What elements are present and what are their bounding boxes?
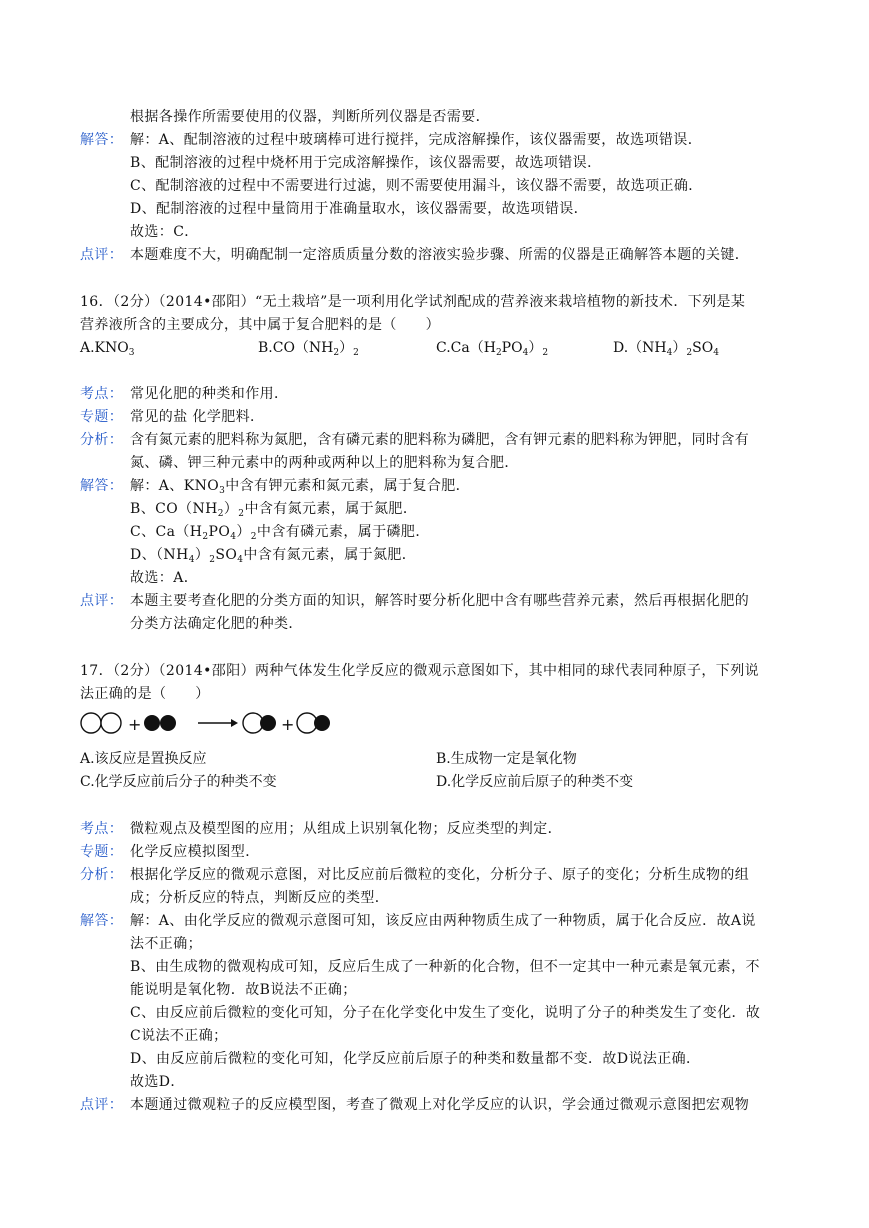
arrow-icon bbox=[198, 719, 238, 727]
q16-answer-b: B、$CO(NH_2)_2$中含有氮元素，属于氮肥． bbox=[130, 501, 418, 519]
q17-answer-line: 能说明是氧化物．故B说法不正确； bbox=[130, 982, 357, 998]
q16-answer-a: 解：A、$KNO_3$中含有钾元素和氮元素，属于复合肥． bbox=[130, 478, 471, 496]
q17-stem-line: 17．（2分）（2014•邵阳）两种气体发生化学反应的微观示意图如下，其中相同的球代表同种原子，下列说 bbox=[80, 663, 760, 679]
q17-comment-label: 点评： bbox=[80, 1097, 124, 1113]
q17-fenxi-line: 成；分析反应的特点，判断反应的类型． bbox=[130, 890, 390, 906]
q16-comment-label: 点评： bbox=[80, 593, 124, 609]
q17-zhuanti-label: 专题： bbox=[80, 844, 124, 860]
q17-answer-line: C说法不正确； bbox=[130, 1028, 228, 1044]
q17-answer-label: 解答： bbox=[80, 913, 124, 929]
prev-intro: 根据各操作所需要使用的仪器，判断所列仪器是否需要． bbox=[130, 109, 490, 125]
q16-fenxi-line: 氮、磷、钾三种元素中的两种或两种以上的肥料称为复合肥． bbox=[130, 455, 519, 471]
q16-stem-line: 16．（2分）（2014•邵阳）“无土栽培”是一项利用化学试剂配成的营养液来栽培植物的新技术．下列是某 bbox=[80, 294, 746, 310]
q16-option-b: $B.CO(NH_2)_2$ bbox=[258, 340, 359, 358]
q17-answer-line: 解：A、由化学反应的微观示意图可知，该反应由两种物质生成了一种物质，属于化合反应．故A说 bbox=[130, 913, 756, 929]
prev-answer-line: 解：A、配制溶液的过程中玻璃棒可进行搅拌，完成溶解操作，该仪器需要，故选项错误． bbox=[130, 132, 703, 148]
q17-answer-line: 故选D． bbox=[130, 1074, 185, 1090]
prev-answer-line: 故选：C． bbox=[130, 224, 199, 240]
prev-comment: 本题难度不大，明确配制一定溶质质量分数的溶液实验步骤、所需的仪器是正确解答本题的关键． bbox=[130, 247, 750, 263]
prev-answer-line: B、配制溶液的过程中烧杯用于完成溶解操作，该仪器需要，故选项错误． bbox=[130, 155, 602, 171]
q16-comment-line: 本题主要考查化肥的分类方面的知识，解答时要分析化肥中含有哪些营养元素，然后再根据化肥的 bbox=[130, 593, 750, 609]
q16-answer-end: 故选：A． bbox=[130, 570, 199, 586]
q16-answer-label: 解答： bbox=[80, 478, 124, 494]
q16-zhuanti: 常见的盐 化学肥料． bbox=[130, 409, 265, 425]
q17-fenxi-label: 分析： bbox=[80, 867, 124, 883]
q16-kaodian: 常见化肥的种类和作用． bbox=[130, 386, 289, 402]
q17-answer-line: C、由反应前后微粒的变化可知，分子在化学变化中发生了变化，说明了分子的种类发生了变化．故 bbox=[130, 1005, 761, 1021]
q17-option-b: B.生成物一定是氧化物 bbox=[436, 751, 577, 767]
q16-option-d: $D.(NH_4)_2SO_4$ bbox=[613, 340, 719, 358]
reactant-molecule-1 bbox=[81, 713, 121, 733]
reaction-diagram bbox=[80, 705, 350, 745]
q17-option-c: C.化学反应前后分子的种类不变 bbox=[80, 774, 277, 790]
prev-comment-label: 点评： bbox=[80, 247, 124, 263]
q16-answer-c: C、$Ca(H_2PO_4)_2$中含有磷元素，属于磷肥． bbox=[130, 524, 430, 542]
q16-kaodian-label: 考点： bbox=[80, 386, 124, 402]
q16-fenxi-line: 含有氮元素的肥料称为氮肥，含有磷元素的肥料称为磷肥，含有钾元素的肥料称为钾肥，同时含有 bbox=[130, 432, 750, 448]
prev-answer-line: C、配制溶液的过程中不需要进行过滤，则不需要使用漏斗，该仪器不需要，故选项正确． bbox=[130, 178, 703, 194]
q17-answer-line: 法不正确； bbox=[130, 936, 202, 952]
reactant-molecule-2 bbox=[144, 715, 176, 731]
q17-kaodian: 微粒观点及模型图的应用；从组成上识别氧化物；反应类型的判定． bbox=[130, 821, 562, 837]
q17-answer-line: B、由生成物的微观构成可知，反应后生成了一种新的化合物，但不一定其中一种元素是氧元素，不 bbox=[130, 959, 760, 975]
product-molecule-1 bbox=[243, 713, 276, 733]
q16-zhuanti-label: 专题： bbox=[80, 409, 124, 425]
q17-kaodian-label: 考点： bbox=[80, 821, 124, 837]
q16-option-a: $A.KNO_3$ bbox=[80, 340, 135, 358]
q16-answer-d: D、$(NH_4)_2SO_4$中含有氮元素，属于氮肥． bbox=[130, 547, 417, 565]
q16-option-c: $C.Ca(H_2PO_4)_2$ bbox=[436, 340, 549, 358]
q17-stem-line: 法正确的是（ ） bbox=[80, 686, 210, 702]
q17-comment-line: 本题通过微观粒子的反应模型图，考查了微观上对化学反应的认识，学会通过微观示意图把宏观物 bbox=[130, 1097, 750, 1113]
plus-sign: + bbox=[281, 715, 295, 734]
prev-answer-label: 解答： bbox=[80, 132, 124, 148]
q16-stem-line: 营养液所含的主要成分，其中属于复合肥料的是（ ） bbox=[80, 317, 440, 333]
q17-option-a: A.该反应是置换反应 bbox=[80, 751, 207, 767]
q16-fenxi-label: 分析： bbox=[80, 432, 124, 448]
q17-option-d: D.化学反应前后原子的种类不变 bbox=[436, 774, 634, 790]
plus-sign: + bbox=[128, 715, 142, 734]
product-molecule-2 bbox=[297, 713, 330, 733]
q17-zhuanti: 化学反应模拟图型． bbox=[130, 844, 260, 860]
q17-answer-line: D、由反应前后微粒的变化可知，化学反应前后原子的种类和数量都不变．故D说法正确． bbox=[130, 1051, 701, 1067]
q17-fenxi-line: 根据化学反应的微观示意图，对比反应前后微粒的变化，分析分子、原子的变化；分析生成物的组 bbox=[130, 867, 750, 883]
q16-comment-line: 分类方法确定化肥的种类． bbox=[130, 616, 303, 632]
prev-answer-line: D、配制溶液的过程中量筒用于准确量取水，该仪器需要，故选项错误． bbox=[130, 201, 589, 217]
